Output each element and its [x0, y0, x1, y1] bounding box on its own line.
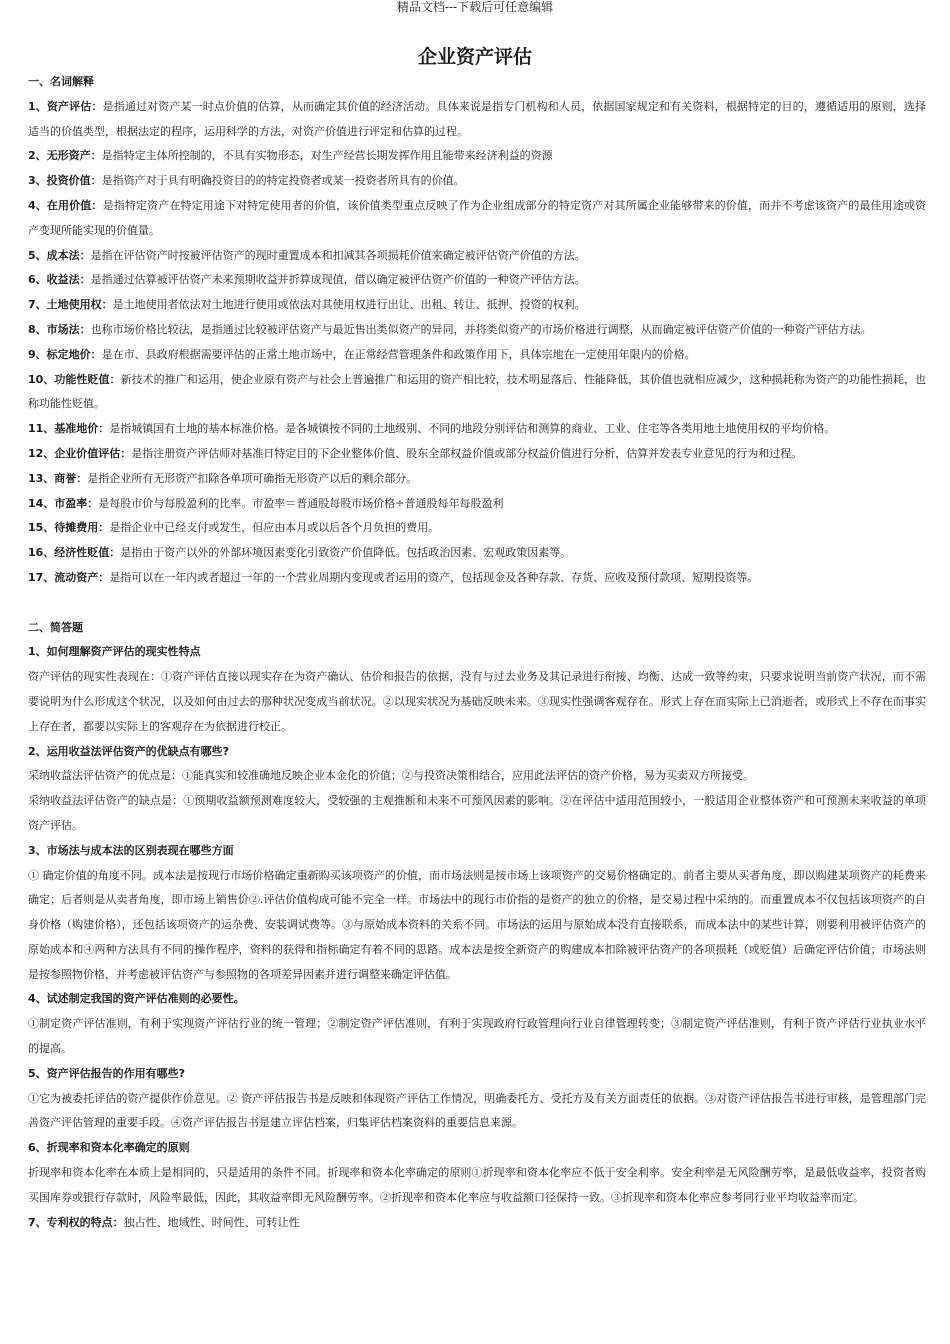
question-heading: 3、市场法与成本法的区别表现在哪些方面: [28, 843, 234, 857]
term-label: 1、资产评估：: [28, 99, 103, 113]
definition-item: [28, 417, 926, 442]
term-definition: 是指由于资产以外的外部环境因素变化引致资产价值降低。包括政治因素、宏观政策因素等。: [120, 546, 572, 560]
term-definition: 是指企业中已经支付或发生，但应由本月或以后各个月负担的费用。: [109, 521, 440, 535]
qa-list: [28, 640, 926, 1210]
term-definition: 是指在评估资产时按被评估资产的现时重置成本和扣减其各项损耗价值来确定被评估资产价值的方法。: [90, 248, 586, 262]
term-label: 9、标定地价：: [28, 347, 102, 361]
term-definition: 是土地使用者依法对土地进行使用或依法对其使用权进行出让、出租、转让、抵押、投资的权利。: [112, 298, 586, 312]
term-definition: 是指注册资产评估师对基准日特定目的下企业整体价值、股东全部权益价值或部分权益价值进行分析，估算并发表专业意见的行为和过程。: [131, 446, 803, 460]
term-label: 3、投资价值：: [28, 174, 102, 188]
term-label: 15、待摊费用：: [28, 521, 110, 535]
definition-item: [28, 169, 926, 194]
definition-item: [28, 293, 926, 318]
term-label: 16、经济性贬值：: [28, 546, 121, 560]
answer-paragraph: 折现率和资本化率在本质上是相同的，只是适用的条件不同。折现率和资本化率确定的原则①折现率和资本化率应不低于安全利率。安全利率是无风险酬劳率，是最低收益率，投资者购买国库券或银行存款时，风险率最低，因此，其收益率即无风险酬劳率。②折现率和资本化率应与收益额口径保持一致。③折现率和资本化率应参考同行业平均收益率而定。: [28, 1166, 926, 1204]
answer-paragraph: ① 确定价值的角度不同。成本法是按现行市场价格确定重新购买该项资产的价值，而市场法则是按市场上该项资产的交易价格确定的。前者主要从买者角度，即以购建某项资产的耗费来确定；后者则是从卖者角度，即市场上销售价②.评估价值构成可能不完全一样。市场法中的现行市价指的是资产的独立的价格，是交易过程中采纳的。而重置成本不仅包括该项资产的自身价格（购建价格），还包括该项资产的运杂费、安装调试费等。③与原始成本资料的关系不同。市场法的运用与原始成本没有直接联系，而成本法中的某些计算，则要利用被评估资产的原始成本和④两种方法具有不同的操作程序，资料的获得和指标确定有着不同的思路。成本法是按全新资产的购建成本扣除被评估资产的各项损耗（或贬值）后确定评估价值；市场法则是按参照物价格，并考虑被评估资产与参照物的各项差异因素并进行调整来确定评估值。: [28, 868, 926, 981]
definition-item: [28, 343, 926, 368]
term-label: 5、成本法：: [28, 248, 91, 262]
answer-paragraph: 采纳收益法评估资产的优点是：①能真实和较准确地反映企业本金化的价值；②与投资决策相结合，应用此法评估的资产价格，易为买卖双方所接受。: [28, 769, 754, 783]
definition-item: [28, 194, 926, 244]
term-definition: 是指城镇国有土地的基本标准价格。是各城镇按不同的土地级别、不同的地段分别评估和测算的商业、工业、住宅等各类用地土地使用权的平均价格。: [109, 422, 836, 436]
term-definition: 是指特定资产在特定用途下对特定使用者的价值，该价值类型重点反映了作为企业组成部分的特定资产对其所属企业能够带来的价值，而并不考虑该资产的最佳用途或资产变现所能实现的价值量。: [28, 198, 926, 237]
document-body: [28, 70, 926, 1235]
term-definition: 是指特定主体所控制的，不具有实物形态，对生产经营长期发挥作用且能带来经济利益的资源: [101, 149, 553, 163]
term-definition: 独占性、地域性、时间性、可转让性: [123, 1215, 300, 1229]
definition-item: [28, 516, 926, 541]
term-label: 11、基准地价：: [28, 422, 110, 436]
definition-item: [28, 318, 926, 343]
question-heading: 2、运用收益法评估资产的优缺点有哪些?: [28, 744, 230, 758]
term-label: 10、功能性贬值：: [28, 372, 121, 386]
term-label: 4、在用价值：: [28, 198, 103, 212]
term-definition: 是指资产对于具有明确投资目的的特定投资者或某一投资者所具有的价值。: [101, 174, 465, 188]
term-label: 17、流动资产：: [28, 570, 110, 584]
definition-item: [28, 566, 926, 591]
question-heading: 6、折现率和资本化率确定的原则: [28, 1141, 190, 1155]
term-definition: 是在市、县政府根据需要评估的正常土地市场中，在正常经营管理条件和政策作用下，具体宗地在一定使用年限内的价格。: [101, 347, 696, 361]
term-label: 7、专利权的特点：: [28, 1215, 124, 1229]
definition-item: [28, 268, 926, 293]
term-definition: 是指通过对资产某一时点价值的估算，从而确定其价值的经济活动。具体来说是指专门机构和人员，依据国家规定和有关资料，根据特定的目的，遵循适用的原则，选择适当的价值类型，根据法定的程序，运用科学的方法，对资产价值进行评定和估算的过程。: [28, 99, 926, 138]
definition-item: [28, 492, 926, 517]
answer-paragraph: ①它为被委托评估的资产提供作价意见。② 资产评估报告书是反映和体现资产评估工作情况，明确委托方、受托方及有关方面责任的依据。③对资产评估报告书进行审核，是管理部门完善资产评估管理的重要手段。④资产评估报告书是建立评估档案，归集评估档案资料的重要信息来源。: [28, 1091, 926, 1130]
answer-paragraph: ①制定资产评估准则，有利于实现资产评估行业的统一管理；②制定资产评估准则，有利于实现政府行政管理向行业自律管理转变；③制定资产评估准则，有利于资产评估行业执业水平的提高。: [28, 1017, 926, 1056]
section-heading: 一、名词解释: [28, 75, 94, 88]
definition-item: [28, 541, 926, 566]
term-definition: 是指通过估算被评估资产未来预期收益并折算成现值，借以确定被评估资产价值的一种资产评估方法。: [90, 273, 586, 287]
question-heading: 1、如何理解资产评估的现实性特点: [28, 645, 201, 659]
definition-item: [28, 95, 926, 145]
definition-item: [28, 442, 926, 467]
answer-paragraph: 采纳收益法评估资产的缺点是：①预期收益额预测难度较大，受较强的主观推断和未来不可预风因素的影响。②在评估中适用范围较小，一般适用企业整体资产和可预测未来收益的单项资产评估。: [28, 794, 926, 832]
term-label: 7、土地使用权：: [28, 298, 113, 312]
question-heading: 4、试述制定我国的资产评估准则的必要性。: [28, 992, 245, 1006]
definition-item: [28, 244, 926, 269]
term-label: 8、市场法：: [28, 322, 91, 336]
definition-item: [28, 467, 926, 492]
term-label: 2、无形资产：: [28, 149, 102, 163]
definition-item: [28, 368, 926, 418]
page-header: 精品文档---下载后可任意编辑: [396, 0, 554, 14]
term-definition: 是每股市价与每股盈利的比率。市盈率＝普通股每股市场价格÷普通股每年每股盈利: [98, 496, 504, 510]
definition-item: [28, 144, 926, 169]
term-definition: 是指企业所有无形资产扣除各单项可确指无形资产以后的剩余部分。: [87, 471, 418, 485]
document-title: 企业资产评估: [417, 46, 532, 68]
terms-list: [28, 95, 926, 591]
question-heading: 5、资产评估报告的作用有哪些?: [28, 1066, 186, 1080]
term-definition: 也称市场价格比较法，是指通过比较被评估资产与最近售出类似资产的异同，并将类似资产的市场价格进行调整，从而确定被评估资产价值的一种资产评估方法。: [90, 322, 872, 336]
term-label: 6、收益法：: [28, 273, 91, 287]
term-definition: 新技术的推广和运用，使企业原有资产与社会上普遍推广和运用的资产相比较，技术明显落后、性能降低，其价值也就相应减少，这种损耗称为资产的功能性损耗，也称功能性贬值。: [28, 372, 926, 411]
term-definition: 是指可以在一年内或者超过一年的一个营业周期内变现或者运用的资产，包括现金及各种存款、存货、应收及预付款项、短期投资等。: [109, 570, 759, 584]
section-heading: 二、简答题: [28, 620, 83, 634]
definition-item: [28, 1211, 926, 1236]
term-label: 13、商誉：: [28, 471, 88, 485]
term-label: 14、市盈率：: [28, 496, 99, 510]
answer-paragraph: 资产评估的现实性表现在：①资产评估直接以现实存在为资产确认、估价和报告的依据，没有与过去业务及其记录进行衔接、均衡、达成一致等约束，只要求说明当前资产状况，而不需要说明为什么形成这个状况，以及如何由过去的那种状况变成当前状况。②以现实状况为基础反映未来。③现实性强调客观存在。形式上存在而实际上已消逝者，或形式上不存在而事实上存在者，都要以实际上的客观存在为依据进行校正。: [28, 670, 926, 733]
term-label: 12、企业价值评估：: [28, 446, 132, 460]
